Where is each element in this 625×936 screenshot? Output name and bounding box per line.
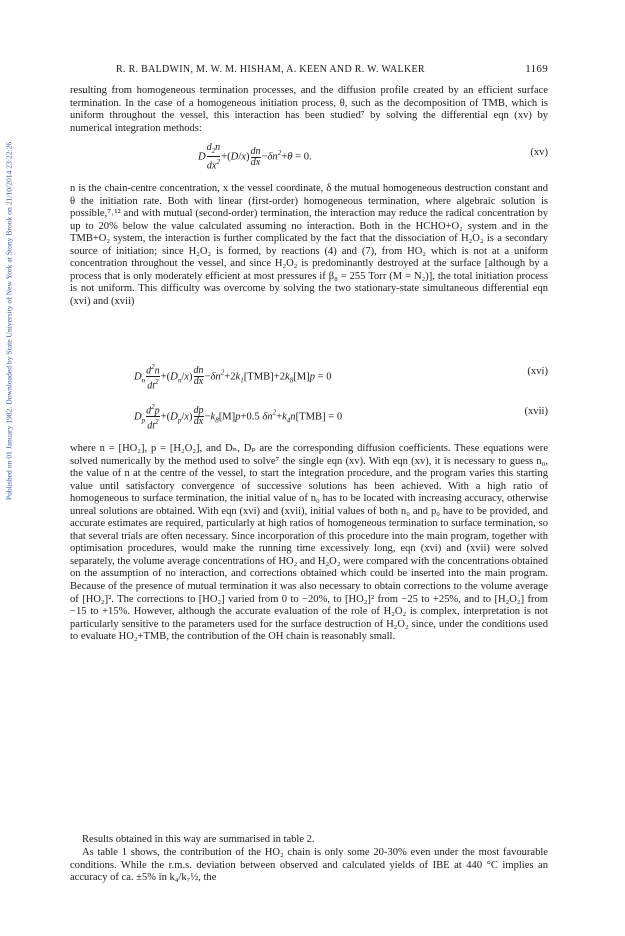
equation-xv-body: D $\frac{d_2n}{dx^2}$ +(D/x) $\frac{dn}{dx}$ $-\delta n^2+\theta = 0$.	[198, 142, 312, 172]
paragraph-1-text: resulting from homogeneous termination processes, and the diffusion profile created by an efficient surface termination. In the case of a homogeneous initiation process, θ, such as the decomposition of TMB, which is uniform throughout the vessel, this interaction has been studied⁷ by solving the differential eqn (xv) by numerical integration methods:	[70, 85, 548, 134]
paragraph-3-text: where n = [HO₂], p = [H₂O₂], and Dₙ, Dₚ are the corresponding diffusion coefficients. These equations were solved numerically by the method used to solve⁷ the single eqn (xv). With eqn (xv), it is necessary to guess n₀, the value of n at the centre of the vessel, to start the integration procedure, and the program varies this starting value until satisfactory convergence of successive solutions has been achieved. With a high ratio of homogeneous to surface termination, the initial value of n₀ has to be located with increasing accuracy, otherwise unreal solutions are obtained. With eqn (xvi) and (xvii), initial values of both n₀ and p₀ have to be provided, and accurate estimates are required, particularly at high ratios of homogeneous termination to surface termination, so that several trials are often necessary. Since incorporation of this procedure into the main program, together with optimisation procedures, would make the running time excessively long, eqn (xvi) and (xvii) were solved separately, the volume average concentrations of HO₂ and H₂O₂ were compared with the concentrations obtained on the assumption of no interaction, and corrections obtained which could be inserted into the main program. Because of the presence of mutual termination it was also necessary to obtain corrections to the volume average of [HO₂]². The corrections to [HO₂] varied from 0 to −20%, to [HO₂]² from −25 to +25%, and to [H₂O₂] from −15 to +15%. However, although the accurate evaluation of the role of H₂O₂ is complex, interpretation is not particularly sensitive to the parameters used for the surface destruction of H₂O₂ since, under the conditions used to evaluate HO₂+TMB, the contribution of the OH chain is reasonably small.	[70, 443, 548, 643]
page-number: 1169	[525, 63, 548, 75]
equation-xvi-number: (xvi)	[527, 366, 548, 377]
paragraph-4-text: Results obtained in this way are summarised in table 2.	[82, 834, 315, 845]
equation-xvi-body: $D_n$ $\frac{d^2n}{dt^2}$ $+(D_n/x)$ $\frac{dn}{dx}$ $-\delta n^2+2k_1[TMB]+2k_8[M]p = 0$	[134, 363, 332, 392]
download-notice-text: Published on 01 January 1982. Downloaded by State University of New York at Stony Brook on 21/10/2014 23:22:26.	[4, 139, 14, 501]
paragraph-1	[70, 85, 548, 135]
equation-xv-number: (xv)	[530, 147, 548, 158]
paragraph-4	[70, 834, 548, 847]
equation-xv	[70, 142, 548, 172]
paragraph-2-text: n is the chain-centre concentration, x the vessel coordinate, δ the mutual homogeneous destruction constant and θ the initiation rate. Both with linear (first-order) homogeneous termination, where algebraic solution is possible,⁷˒¹² and with mutual (second-order) termination, the interaction may reduce the radical concentration by up to 20% below the value calculated assuming no interaction. Both in the HCHO+O₂ system and in the TMB+O₂ system, the interaction is further complicated by the fact that the dissociation of H₂O₂ is a secondary source of initiation; since H₂O₂ is formed, by reactions (4) and (7), from HO₂ which is not at a uniform concentration throughout the vessel, and since H₂O₂ is predominantly destroyed at the surface [although by a process that is only moderately efficient at most pressures if β₈ = 255 Torr (M = N₂)], the total initiation process is not uniform. This difficulty was overcome by solving the two stationary-state simultaneous differential eqn (xvi) and (xvii)	[70, 183, 548, 307]
equation-xvii-number: (xvii)	[524, 406, 548, 417]
running-header	[70, 64, 548, 78]
paragraph-2	[70, 183, 548, 308]
paragraph-5	[70, 847, 548, 885]
paragraph-3	[70, 443, 548, 644]
equation-xvi	[70, 362, 548, 392]
equation-xvii-body: $D_p$ $\frac{d^2p}{dt^2}$ $+(D_p/x)$ $\frac{dp}{dx}$ $-k_8[M]p+0.5$ $\delta n^2+k_4n[TMB] = 0$	[134, 403, 343, 432]
header-authors: R. R. BALDWIN, M. W. M. HISHAM, A. KEEN AND R. W. WALKER	[116, 64, 425, 75]
equation-xvii	[70, 402, 548, 432]
download-notice	[2, 40, 16, 600]
paragraph-5-text: As table 1 shows, the contribution of the HO₂ chain is only some 20-30% even under the most favourable conditions. While the r.m.s. deviation between observed and calculated yields of IBE at 440 °C implies an accuracy of ca. ±5% in k₄/k₇½, the	[70, 847, 548, 884]
